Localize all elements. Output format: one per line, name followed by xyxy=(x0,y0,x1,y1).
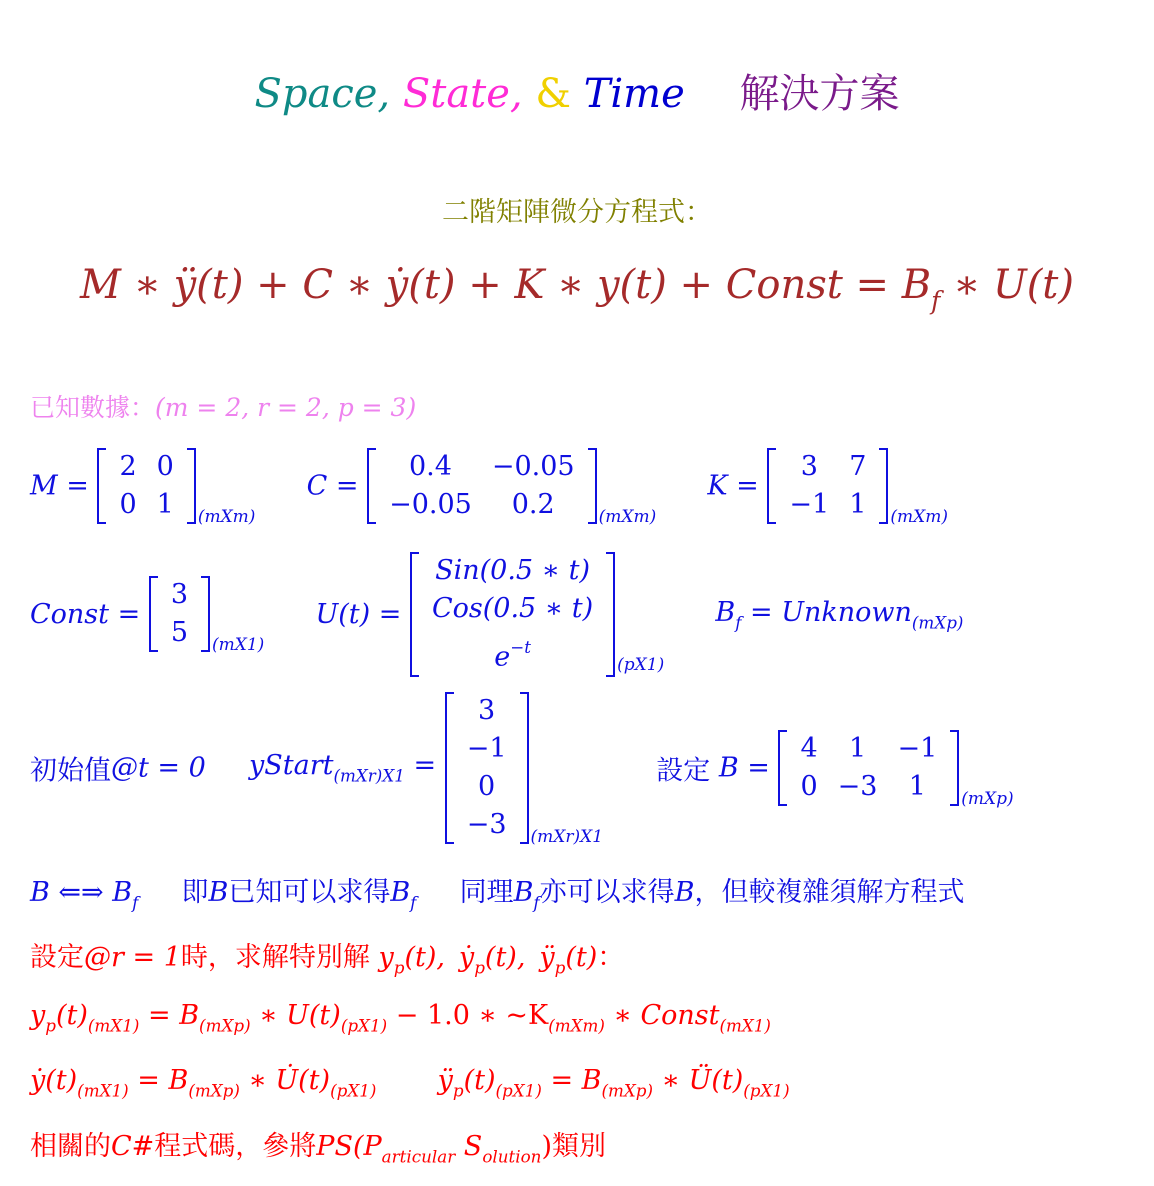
matrix-b-cell: −3 xyxy=(837,771,878,802)
matrix-m-cell: 1 xyxy=(156,489,174,520)
matrix-k-name: K = xyxy=(707,470,759,502)
matrix-m-name: M = xyxy=(30,470,89,502)
subtitle: 二階矩陣微分方程式： xyxy=(442,197,712,228)
equation-yp: $y_p(t)_{(mX1)} = B_{(mXp)}$ ∗ $U(t)_{(pX1)} - 1.0$ ∗ $\sim K_{(mXm)}$ ∗ Const$_{(mX1)}$ xyxy=(30,1000,771,1036)
matrix-ystart-dim: (mXr)X1 xyxy=(530,826,604,847)
known-label: 已知數據： xyxy=(30,393,156,422)
matrix-m-cell: 2 xyxy=(119,451,137,482)
main-equation-tail: ∗ U(t) xyxy=(940,262,1074,308)
page-title xyxy=(0,62,1154,119)
matrix-c-dim: (mXm) xyxy=(598,506,657,527)
matrix-b-name: B = xyxy=(718,752,770,784)
matrix-const xyxy=(149,576,210,652)
matrix-const-dim: (mX1) xyxy=(212,634,265,655)
matrix-bf: $B_f$ = Unknown$_{(mXp)}$ xyxy=(715,596,964,633)
matrix-u-row xyxy=(422,590,603,628)
matrix-c-row xyxy=(379,486,585,524)
known-params: (m = 2, r = 2, p = 3) xyxy=(155,393,417,422)
ystart-name: yStart$_{(mXr)X1}$ = xyxy=(249,750,437,786)
initial-values-row xyxy=(30,692,1014,847)
matrix-ystart-cell: 0 xyxy=(478,771,496,802)
matrix-row-const-u xyxy=(30,552,963,677)
matrix-ystart-cell: 3 xyxy=(478,695,496,726)
main-equation-sub: f xyxy=(931,286,941,316)
title-amp: & xyxy=(535,71,571,117)
matrix-k-row xyxy=(779,486,876,524)
title-state: State, xyxy=(402,71,523,117)
matrix-u-dim: (pX1) xyxy=(617,654,665,675)
set-r-line: 設定@r = 1時，求解特別解 $y_p(t)$, ẏ$_p$(t), $ÿ_p(t)$： xyxy=(30,942,625,978)
code-reference-line: 相關的C#程式碼，參將$PS(P_{articular}$ $S_{olution}$)類別 xyxy=(30,1131,606,1167)
matrix-c-cell: −0.05 xyxy=(491,451,575,482)
matrix-ystart-cell: −3 xyxy=(466,809,507,840)
matrix-const-cell: 5 xyxy=(170,617,188,649)
initial-label: 初始值 xyxy=(30,755,111,787)
matrix-b-cell: 1 xyxy=(908,771,926,802)
title-space: Space, xyxy=(254,71,391,117)
matrix-bf-dim: (mXp) xyxy=(911,612,964,633)
matrix-u-name: U(t) = xyxy=(315,598,402,630)
title-time: Time xyxy=(583,71,685,117)
matrix-m xyxy=(97,448,195,524)
main-equation xyxy=(0,262,1154,315)
matrix-u-cell: $e^{-t}$ xyxy=(494,637,531,673)
matrix-m-cell: 0 xyxy=(119,489,137,520)
matrix-c-row xyxy=(379,448,585,486)
matrix-b-cell: −1 xyxy=(897,733,938,764)
matrix-b-cell: 0 xyxy=(800,771,818,802)
matrix-k-dim: (mXm) xyxy=(890,506,948,527)
matrix-b xyxy=(778,730,959,806)
matrix-m-row xyxy=(109,486,183,524)
matrix-u-row xyxy=(422,552,603,590)
matrix-k xyxy=(767,448,888,524)
initial-at: @t = 0 xyxy=(111,752,206,784)
matrix-ystart-row xyxy=(457,730,517,768)
matrix-const-row xyxy=(161,614,198,652)
matrix-m-dim: (mXm) xyxy=(197,506,256,527)
matrix-c-name: C = xyxy=(306,470,359,502)
matrix-u-exponent: −t xyxy=(510,637,531,657)
matrix-k-cell: 7 xyxy=(849,451,867,482)
matrix-u-row xyxy=(422,628,603,677)
matrix-const-cell: 3 xyxy=(170,579,188,611)
matrix-b-row xyxy=(790,730,947,768)
equation-derivatives: $ẏ(t)_{(mX1)} = B_{(mXp)}$ ∗ $U̇(t)_{(pX1)}$ $ÿ_p(t)_{(pX1)} = B_{(mXp)}$ ∗ $Ü(t)_{(pX1)}$ xyxy=(30,1065,790,1101)
matrix-ystart-row xyxy=(457,806,517,844)
matrix-row-mck xyxy=(30,448,948,527)
known-data xyxy=(30,388,416,424)
matrix-b-cell: 4 xyxy=(800,733,818,764)
matrix-m-cell: 0 xyxy=(156,451,174,482)
matrix-k-cell: 3 xyxy=(800,451,818,482)
title-cjk: 解決方案 xyxy=(739,71,900,117)
matrix-b-cell: 1 xyxy=(848,733,867,764)
main-equation-lhs: M ∗ ÿ(t) + C ∗ ẏ(t) + K ∗ y(t) + Const = B xyxy=(80,262,932,308)
particular-funcs: $y_p(t)$, ẏ$_p$(t), $ÿ_p(t)$ xyxy=(378,942,598,978)
matrix-k-cell: 1 xyxy=(849,489,867,520)
matrix-const-name: Const = xyxy=(30,598,141,630)
matrix-k-cell: −1 xyxy=(789,489,830,520)
matrix-const-row xyxy=(161,576,198,614)
matrix-ystart xyxy=(445,692,529,844)
matrix-m-row xyxy=(109,448,183,486)
matrix-ystart-row xyxy=(457,768,517,806)
matrix-k-row xyxy=(779,448,876,486)
matrix-c-cell: 0.2 xyxy=(511,489,555,520)
matrix-c-cell: −0.05 xyxy=(389,489,472,520)
matrix-ystart-row xyxy=(457,692,517,730)
matrix-b-row xyxy=(790,768,947,806)
matrix-ystart-cell: −1 xyxy=(466,733,507,764)
matrix-u-cell: Cos(0.5 ∗ t) xyxy=(431,593,594,624)
set-b-label: 設定 xyxy=(656,755,719,787)
matrix-u xyxy=(410,552,615,677)
matrix-c xyxy=(367,448,597,524)
equivalence-line: B ⇐⇒ $B_f$ 即B已知可以求得$B_f$ 同理$B_f$亦可以求得B，但較複雜須解方程式 xyxy=(30,877,965,913)
matrix-b-dim: (mXp) xyxy=(961,788,1014,809)
matrix-u-cell: Sin(0.5 ∗ t) xyxy=(435,555,591,586)
matrix-c-cell: 0.4 xyxy=(408,451,452,482)
